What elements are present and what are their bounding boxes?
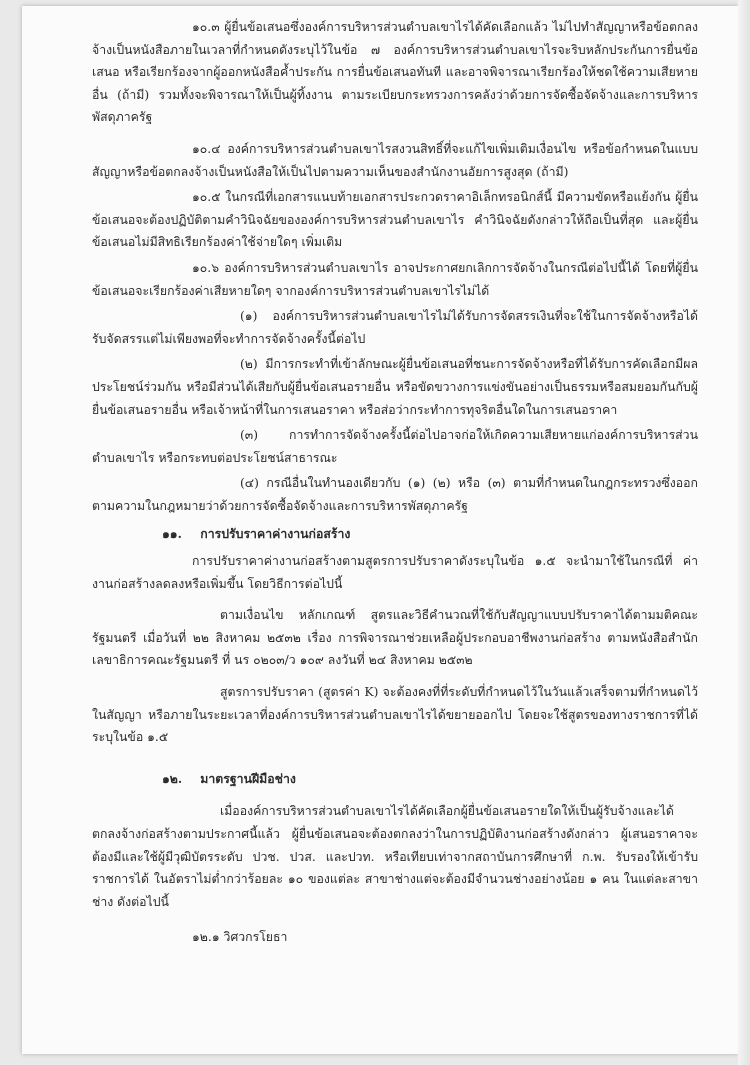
section-11-intro: การปรับราคาค่างานก่อสร้างตามสูตรการปรับราคาดังระบุในข้อ ๑.๕ จะนำมาใช้ในกรณีที่ ค่างานก่อสร้างลดลงหรือเพิ่มขึ้น โดยวิธีการต่อไปนี้ xyxy=(92,554,698,591)
clause-10-6-item-4: (๔) กรณีอื่นในทำนองเดียวกับ (๑) (๒) หรือ (๓) ตามที่กำหนดในกฎกระทรวงซึ่งออกตามความในกฎหมายว่าด้วยการจัดซื้อจัดจ้างและการบริหารพัสดุภาครัฐ xyxy=(92,476,698,513)
clause-10-6: ๑๐.๖ องค์การบริหารส่วนตำบลเขาไร อาจประกาศยกเลิกการจัดจ้างในกรณีต่อไปนี้ได้ โดยที่ผู้ยื่นข้อเสนอจะเรียกร้องค่าเสียหายใดๆ จากองค์การบริหารส่วนตำบลเขาไรไม่ได้ xyxy=(92,260,698,298)
section-12-heading xyxy=(162,768,698,791)
section-12-body: เมื่อองค์การบริหารส่วนตำบลเขาไรได้คัดเลือกผู้ยื่นข้อเสนอรายใดให้เป็นผู้รับจ้างและได้ตกลงจ้างก่อสร้างตามประกาศนี้แล้ว ผู้ยื่นข้อเสนอจะต้องตกลงว่าในการปฏิบัติงานก่อสร้างดังกล่าว ผู้เสนอราคาจะต้องมีและใช้ผู้มีวุฒิบัตรระดับ ปวช. ปวส. และปวท. หรือเทียบเท่าจากสถาบันการศึกษาที่ ก.พ. รับรองให้เข้ารับราชการได้ ในอัตราไม่ต่ำกว่าร้อยละ ๑๐ ของแต่ละ สาขาช่างแต่จะต้องมีจำนวนช่างอย่างน้อย ๑ คน ในแต่ละสาขาช่าง ดังต่อไปนี้ xyxy=(92,804,698,909)
section-11-number: ๑๑. xyxy=(162,526,182,542)
clause-10-6-item-1: (๑) องค์การบริหารส่วนตำบลเขาไรไม่ได้รับการจัดสรรเงินที่จะใช้ในการจัดจ้างหรือได้รับจัดสรรแต่ไม่เพียงพอที่จะทำการจัดจ้างครั้งนี้ต่อไป xyxy=(92,309,698,346)
clause-10-5: ๑๐.๕ ในกรณีที่เอกสารแนบท้ายเอกสารประกวดราคาอิเล็กทรอนิกส์นี้ มีความขัดหรือแย้งกัน ผู้ยื่นข้อเสนอจะต้องปฏิบัติตามคำวินิจฉัยขององค์การบริหารส่วนตำบลเขาไร คำวินิจฉัยดังกล่าวให้ถือเป็นที่สุด และผู้ยื่นข้อเสนอไม่มีสิทธิเรียกร้องค่าใช้จ่ายใดๆ เพิ่มเติม xyxy=(92,190,698,250)
clause-10-4: ๑๐.๔ องค์การบริหารส่วนตำบลเขาไรสงวนสิทธิ์ที่จะแก้ไขเพิ่มเติมเงื่อนไข หรือข้อกำหนดในแบบสัญญาหรือข้อตกลงจ้างเป็นหนังสือให้เป็นไปตามความเห็นของสำนักงานอัยการสูงสุด (ถ้ามี) xyxy=(92,141,698,179)
clause-10-6-item-3: (๓) การทำการจัดจ้างครั้งนี้ต่อไปอาจก่อให้เกิดความเสียหายแก่องค์การบริหารส่วนตำบลเขาไร หรือกระทบต่อประโยชน์สาธารณะ xyxy=(92,428,698,465)
section-12-number: ๑๒. xyxy=(162,770,183,786)
section-11-formula: สูตรการปรับราคา (สูตรค่า K) จะต้องคงที่ที่ระดับที่กำหนดไว้ในวันแล้วเสร็จตามที่กำหนดไว้ในสัญญา หรือภายในระยะเวลาที่องค์การบริหารส่วนตำบลเขาไรได้ขยายออกไป โดยจะใช้สูตรของทางราชการที่ได้ระบุในข้อ ๑.๕ xyxy=(92,685,698,745)
scan-edge-shadow xyxy=(738,0,750,1065)
clause-10-3: ๑๐.๓ ผู้ยื่นข้อเสนอซึ่งองค์การบริหารส่วนตำบลเขาไรได้คัดเลือกแล้ว ไม่ไปทำสัญญาหรือข้อตกลงจ้างเป็นหนังสือภายในเวลาที่กำหนดดังระบุไว้ในข้อ ๗ องค์การบริหารส่วนตำบลเขาไรจะริบหลักประกันการยื่นข้อเสนอ หรือเรียกร้องจากผู้ออกหนังสือค้ำประกัน การยื่นข้อเสนอทันที และอาจพิจารณาเรียกร้องให้ชดใช้ความเสียหายอื่น (ถ้ามี) รวมทั้งจะพิจารณาให้เป็นผู้ทิ้งงาน ตามระเบียบกระทรวงการคลังว่าด้วยการจัดซื้อจัดจ้างและการบริหารพัสดุภาครัฐ xyxy=(92,20,698,125)
clause-10-6-item-2: (๒) มีการกระทำที่เข้าลักษณะผู้ยื่นข้อเสนอที่ชนะการจัดจ้างหรือที่ได้รับการคัดเลือกมีผลประโยชน์ร่วมกัน หรือมีส่วนได้เสียกับผู้ยื่นข้อเสนอรายอื่น หรือขัดขวางการแข่งขันอย่างเป็นธรรมหรือสมยอมกันกับผู้ยื่นข้อเสนอรายอื่น หรือเจ้าหน้าที่ในการเสนอราคา หรือส่อว่ากระทำการทุจริตอื่นใดในการเสนอราคา xyxy=(92,357,698,417)
clause-12-1: ๑๒.๑ วิศวกรโยธา xyxy=(192,930,288,945)
section-11-heading xyxy=(162,523,698,546)
document-body xyxy=(92,16,698,952)
document-page xyxy=(22,6,738,1054)
section-12-title: มาตรฐานฝีมือช่าง xyxy=(200,770,296,786)
section-11-title: การปรับราคาค่างานก่อสร้าง xyxy=(200,526,351,542)
section-11-conditions: ตามเงื่อนไข หลักเกณฑ์ สูตรและวิธีคำนวณที่ใช้กับสัญญาแบบปรับราคาได้ตามมติคณะรัฐมนตรี เมื่อวันที่ ๒๒ สิงหาคม ๒๕๓๒ เรื่อง การพิจารณาช่วยเหลือผู้ประกอบอาชีพงานก่อสร้าง ตามหนังสือสำนักเลขาธิการคณะรัฐมนตรี ที่ นร ๐๒๐๓/ว ๑๐๙ ลงวันที่ ๒๔ สิงหาคม ๒๕๓๒ xyxy=(92,608,698,668)
